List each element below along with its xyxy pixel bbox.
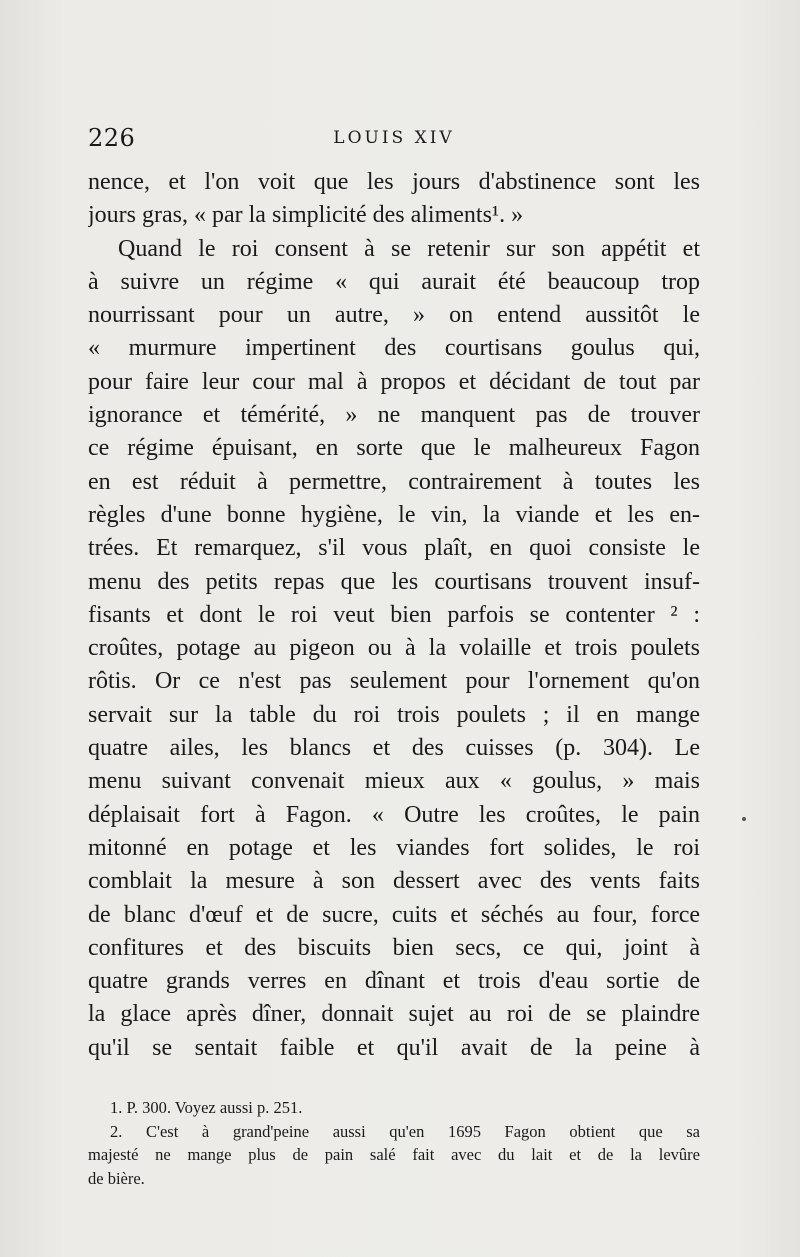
text-line: croûtes, potage au pigeon ou à la volaille et trois poulets	[88, 635, 700, 662]
text-line: fisants et dont le roi veut bien parfois se contenter ² :	[88, 601, 700, 628]
text-line: mitonné en potage et les viandes fort solides, le roi	[88, 834, 700, 861]
text-line: ce régime épuisant, en sorte que le malheureux Fagon	[88, 435, 700, 462]
text-line: déplaisait fort à Fagon. « Outre les croûtes, le pain	[88, 801, 700, 828]
text-line: règles d'une bonne hygiène, le vin, la viande et les en-	[88, 501, 700, 528]
text-line: menu suivant convenait mieux aux « goulus, » mais	[88, 768, 700, 795]
text-line: en est réduit à permettre, contrairement à toutes les	[88, 468, 700, 495]
text-line: la glace après dîner, donnait sujet au roi de se plaindre	[88, 1001, 700, 1028]
text-line: qu'il se sentait faible et qu'il avait de la peine à	[88, 1034, 700, 1061]
footnote-2: 2. C'est à grand'peine aussi qu'en 1695 Fagon obtient que sa	[110, 1121, 700, 1141]
text-line: quatre ailes, les blancs et des cuisses (p. 304). Le	[88, 735, 700, 762]
text-line: à suivre un régime « qui aurait été beaucoup trop	[88, 268, 700, 295]
body-text	[88, 166, 700, 1065]
text-line: jours gras, « par la simplicité des aliments¹. »	[88, 202, 524, 229]
text-line: trées. Et remarquez, s'il vous plaît, en quoi consiste le	[88, 535, 700, 562]
text-line: comblait la mesure à son dessert avec des vents faits	[88, 868, 700, 895]
footnote-1: 1. P. 300. Voyez aussi p. 251.	[110, 1098, 303, 1117]
running-head: LOUIS XIV	[333, 128, 455, 148]
text-line: pour faire leur cour mal à propos et décidant de tout par	[88, 368, 700, 395]
footnote-2-continued: majesté ne mange plus de pain salé fait avec du lait et de la levûre	[88, 1145, 700, 1164]
text-line: Quand le roi consent à se retenir sur son appétit et	[118, 235, 700, 262]
text-line: rôtis. Or ce n'est pas seulement pour l'ornement qu'on	[88, 668, 700, 695]
text-line: de blanc d'œuf et de sucre, cuits et séchés au four, force	[88, 901, 700, 928]
text-line: nourrissant pour un autre, » on entend aussitôt le	[88, 302, 700, 329]
text-line: nence, et l'on voit que les jours d'abstinence sont les	[88, 169, 700, 195]
text-line: servait sur la table du roi trois poulets ; il en mange	[88, 701, 700, 728]
page-number: 226	[88, 124, 136, 152]
text-line: menu des petits repas que les courtisans trouvent insuf-	[88, 568, 700, 595]
footnote-2-continued: de bière.	[88, 1168, 145, 1188]
page-header	[88, 124, 700, 158]
footnotes	[88, 1096, 700, 1190]
text-line: confitures et des biscuits bien secs, ce qui, joint à	[88, 934, 700, 961]
paper-speck	[742, 817, 746, 821]
text-line: « murmure impertinent des courtisans goulus qui,	[88, 335, 700, 362]
text-line: quatre grands verres en dînant et trois d'eau sortie de	[88, 968, 700, 995]
text-line: ignorance et témérité, » ne manquent pas de trouver	[88, 402, 700, 429]
